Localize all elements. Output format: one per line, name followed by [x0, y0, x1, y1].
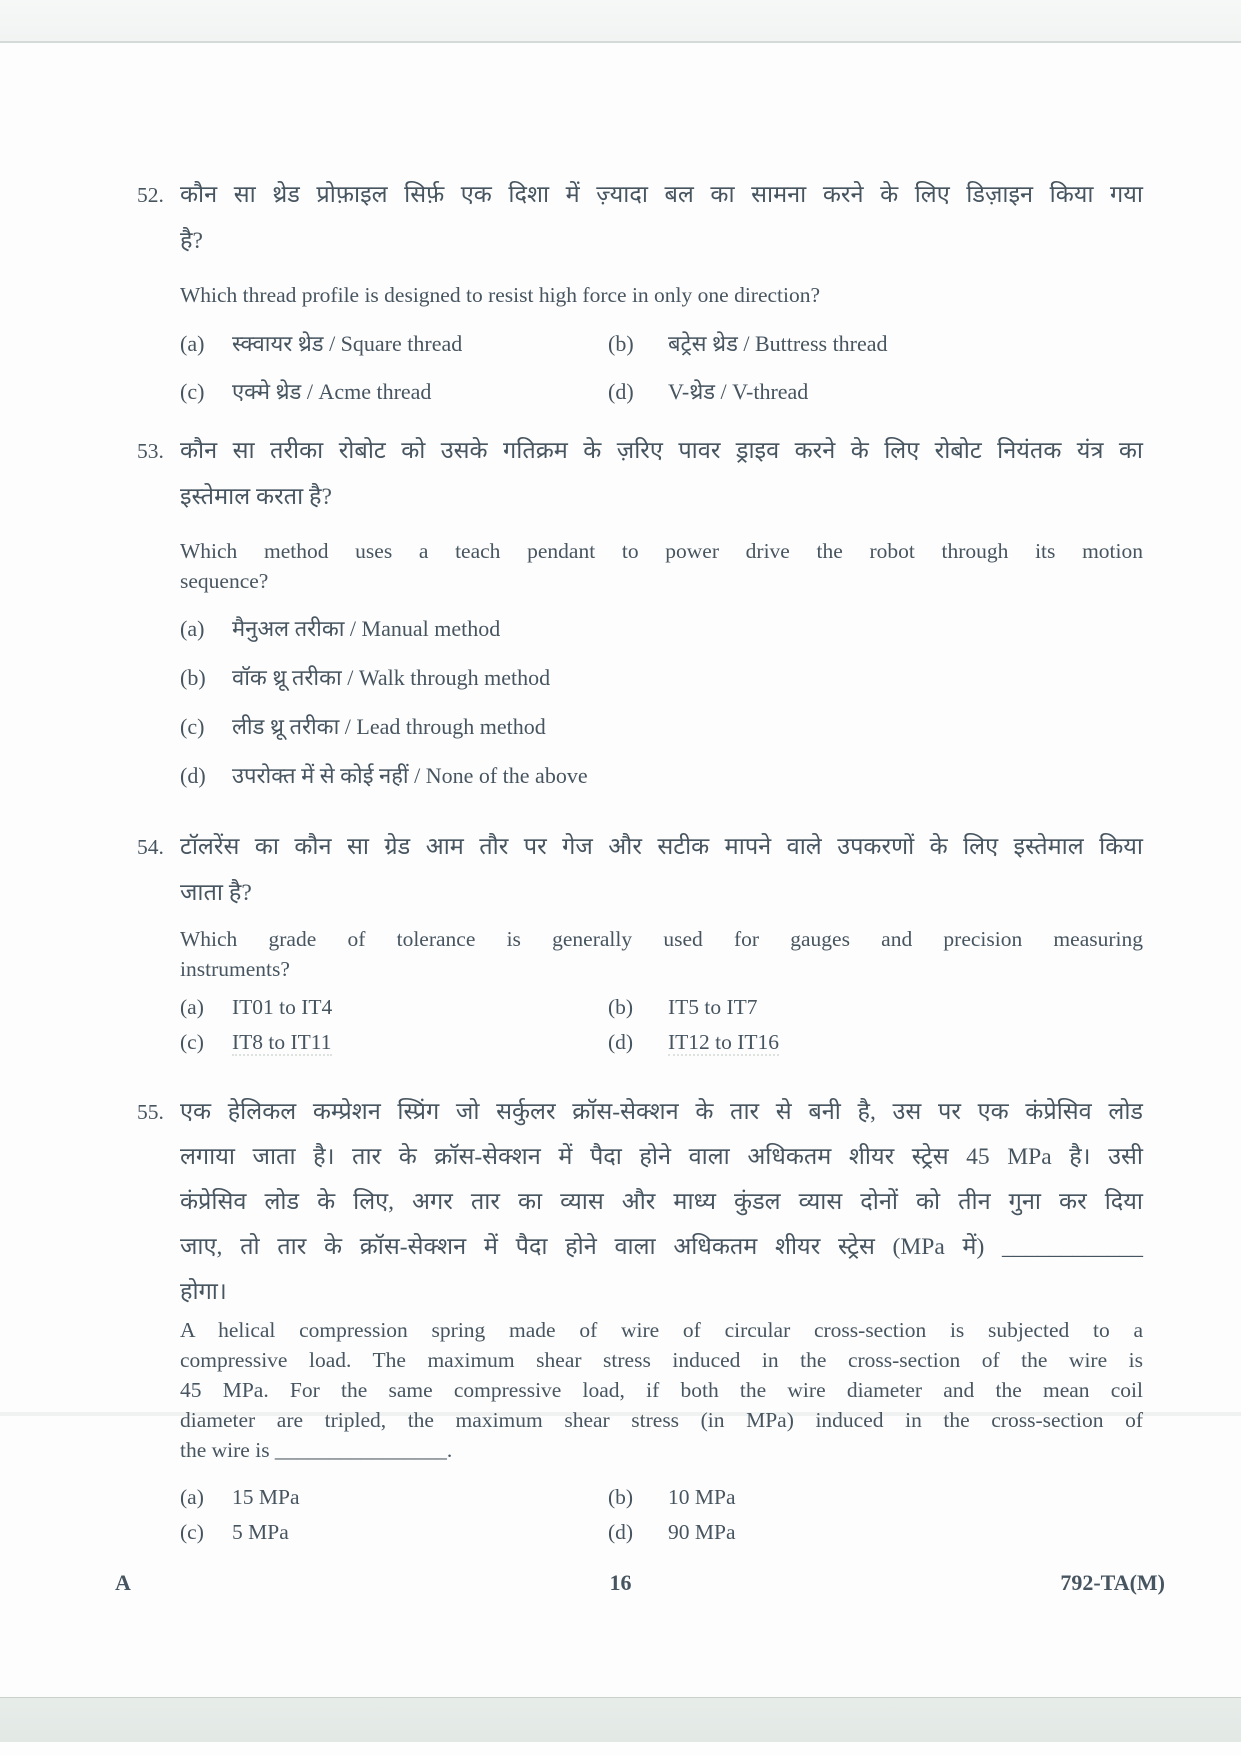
- question-english-line: instruments?: [180, 957, 290, 981]
- question-english-line: 45 MPa. For the same compressive load, if both the wire diameter and the mean coil: [180, 1378, 1143, 1402]
- option-text: उपरोक्त में से कोई नहीं / None of the above: [232, 763, 588, 788]
- question-hindi-line: टॉलरेंस का कौन सा ग्रेड आम तौर पर गेज और सटीक मापने वाले उपकरणों के लिए इस्तेमाल किया: [180, 834, 1143, 860]
- option-text: मैनुअल तरीका / Manual method: [232, 616, 501, 641]
- option-text: IT01 to IT4: [232, 995, 333, 1019]
- question-hindi-line: होगा।: [180, 1279, 227, 1305]
- question-hindi-line: है?: [180, 228, 203, 254]
- option-label: (c): [180, 714, 205, 739]
- question-hindi-line: कौन सा थ्रेड प्रोफ़ाइल सिर्फ़ एक दिशा में ज़्यादा बल का सामना करने के लिए डिज़ाइन किया गया: [180, 182, 1143, 208]
- option-text: लीड थ्रू तरीका / Lead through method: [232, 714, 546, 739]
- option-text: 5 MPa: [232, 1520, 289, 1544]
- question-block-53: [137, 428, 1143, 810]
- option-label: (d): [608, 379, 634, 404]
- option-text: 10 MPa: [668, 1485, 736, 1509]
- question-english-line: A helical compression spring made of wire of circular cross-section is subjected to a: [180, 1318, 1143, 1342]
- option-text: IT5 to IT7: [668, 995, 758, 1019]
- option-text: बट्रेस थ्रेड / Buttress thread: [668, 331, 888, 356]
- option-text-underlined: IT8 to IT11: [232, 1030, 332, 1054]
- option-label: (d): [608, 1030, 634, 1054]
- option-label: (c): [180, 1520, 204, 1544]
- option-text: [232, 1027, 608, 1057]
- footer-page-number: 16: [609, 1570, 632, 1595]
- question-hindi-line: इस्तेमाल करता है?: [180, 484, 332, 510]
- option-text: 15 MPa: [232, 1485, 300, 1509]
- question-hindi-line: कंप्रेसिव लोड के लिए, अगर तार का व्यास और माध्य कुंडल व्यास दोनों को तीन गुना कर दिया: [180, 1189, 1143, 1215]
- question-hindi-line: जाए, तो तार के क्रॉस-सेक्शन में पैदा होने वाला अधिकतम शीयर स्ट्रेस (MPa में) ____________: [180, 1234, 1143, 1260]
- question-english-line: diameter are tripled, the maximum shear stress (in MPa) induced in the cross-section of: [180, 1408, 1143, 1432]
- question-number: 53.: [137, 439, 164, 463]
- option-label: (b): [608, 1485, 634, 1509]
- question-number: 55.: [137, 1100, 164, 1124]
- question-block-52: [137, 172, 1143, 408]
- question-english-line: Which thread profile is designed to resist high force in only one direction?: [180, 283, 821, 307]
- option-text-underlined: IT12 to IT16: [668, 1030, 780, 1054]
- option-text: स्क्वायर थ्रेड / Square thread: [232, 331, 463, 356]
- question-number: 52.: [137, 183, 164, 207]
- option-label: (a): [180, 1485, 204, 1509]
- question-hindi-line: लगाया जाता है। तार के क्रॉस-सेक्शन में पैदा होने वाला अधिकतम शीयर स्ट्रेस 45 MPa है। उसी: [180, 1144, 1143, 1170]
- options-list: [180, 614, 1143, 810]
- question-number: 54.: [137, 835, 164, 859]
- footer-paper-code: 792-TA(M): [1060, 1570, 1165, 1595]
- question-english-line: the wire is ________________.: [180, 1438, 453, 1462]
- options-grid: [180, 992, 1143, 1057]
- options-grid: [180, 1481, 1143, 1548]
- option-label: (a): [180, 616, 205, 641]
- question-english-line: compressive load. The maximum shear stress induced in the cross-section of the wire is: [180, 1348, 1143, 1372]
- option-text: V-थ्रेड / V-thread: [668, 379, 809, 404]
- option-label: (b): [608, 331, 634, 356]
- bottom-scan-band: [0, 1697, 1241, 1742]
- option-label: (a): [180, 995, 204, 1019]
- option-text: एक्मे थ्रेड / Acme thread: [232, 379, 432, 404]
- question-english-line: sequence?: [180, 569, 269, 593]
- question-block-55: [137, 1090, 1143, 1548]
- page-footer: [0, 1570, 1241, 1600]
- footer-set-code: A: [115, 1570, 131, 1595]
- option-label: (a): [180, 331, 205, 356]
- option-label: (d): [180, 763, 206, 788]
- question-block-54: [137, 824, 1143, 1057]
- option-label: (d): [608, 1520, 634, 1544]
- option-label: (c): [180, 379, 205, 404]
- question-english-line: Which method uses a teach pendant to power drive the robot through its motion: [180, 539, 1143, 563]
- option-label: (b): [180, 665, 206, 690]
- options-grid: [180, 328, 1143, 408]
- question-hindi-line: जाता है?: [180, 880, 252, 906]
- option-label: (c): [180, 1030, 204, 1054]
- top-scan-band: [0, 0, 1241, 43]
- option-text: [668, 1027, 1143, 1057]
- question-hindi-line: कौन सा तरीका रोबोट को उसके गतिक्रम के ज़रिए पावर ड्राइव करने के लिए रोबोट नियंतक यंत्र का: [180, 438, 1143, 464]
- question-hindi-line: एक हेलिकल कम्प्रेशन स्प्रिंग जो सर्कुलर क्रॉस-सेक्शन के तार से बनी है, उस पर एक कंप्रेसिव लोड: [180, 1099, 1143, 1125]
- question-english-line: Which grade of tolerance is generally used for gauges and precision measuring: [180, 927, 1143, 951]
- option-text: 90 MPa: [668, 1520, 736, 1544]
- option-text: वॉक थ्रू तरीका / Walk through method: [232, 665, 551, 690]
- option-label: (b): [608, 995, 634, 1019]
